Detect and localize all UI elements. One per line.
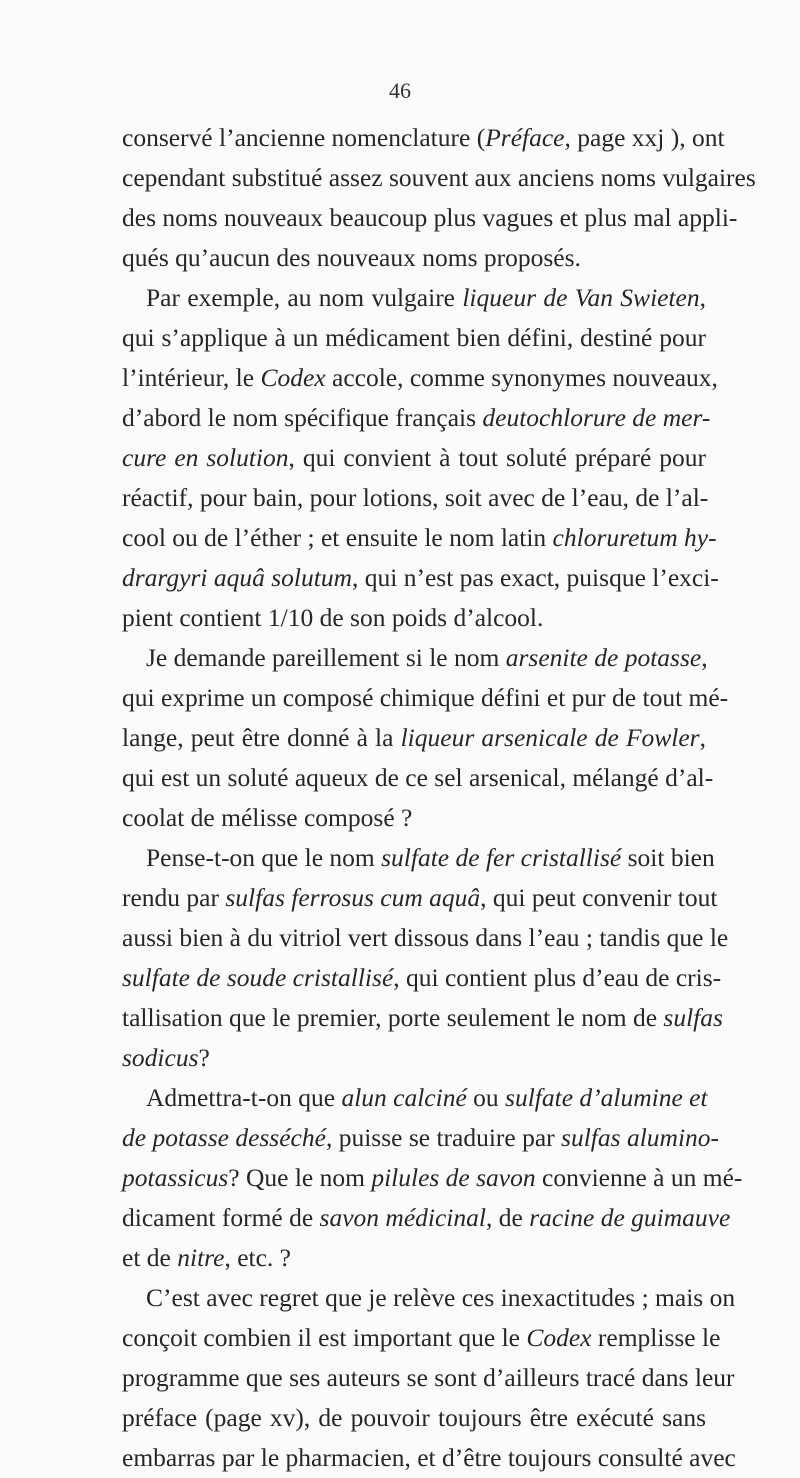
text-segment: , qui contient plus d’eau de cris- (393, 963, 722, 992)
italic-term: liqueur de Van Swieten (462, 283, 700, 312)
text-segment: qués qu’aucun des nouveaux noms proposés. (122, 243, 581, 272)
text-line (122, 158, 756, 198)
text-segment: tallisation que le premier, porte seulement le nom de (122, 1003, 664, 1032)
text-line (146, 278, 706, 318)
italic-term: pilules de savon (371, 1163, 536, 1192)
italic-term: arsenite de potasse (505, 643, 702, 672)
text-line (122, 1198, 731, 1238)
italic-term: de potasse desséché (122, 1123, 326, 1152)
text-segment: convienne à un mé- (535, 1163, 743, 1192)
italic-term: drargyri aquâ solutum (122, 563, 352, 592)
italic-term: sodicus (122, 1043, 199, 1072)
text-line (122, 718, 706, 758)
text-segment: pient contient 1/10 de son poids d’alcool. (122, 603, 544, 632)
text-segment: l’intérieur, le (122, 363, 261, 392)
text-segment: , de (485, 1203, 530, 1232)
text-segment: qui est un soluté aqueux de ce sel arsenical, mélangé d’al- (122, 763, 714, 792)
text-segment: conservé l’ancienne nomenclature ( (122, 123, 486, 152)
text-line (122, 558, 719, 598)
text-line (122, 478, 709, 518)
page-number: 46 (389, 78, 411, 103)
text-line (122, 1318, 721, 1358)
text-line (122, 678, 729, 718)
italic-term: sulfate de soude cristallisé (122, 963, 394, 992)
text-segment: C’est avec regret que je relève ces inexactitudes ; mais on (146, 1283, 736, 1312)
text-line (122, 518, 717, 558)
text-line (122, 198, 738, 238)
text-segment: , puisse se traduire par (325, 1123, 562, 1152)
text-line (122, 1118, 720, 1158)
italic-term: Codex (526, 1323, 592, 1352)
text-segment: conçoit combien il est important que le (122, 1323, 527, 1352)
italic-term: cure en solution (122, 443, 289, 472)
italic-term: sulfas alumino- (561, 1123, 720, 1152)
italic-term: deutochlorure de mer- (482, 403, 711, 432)
text-segment: programme que ses auteurs se sont d’ailleurs tracé dans leur (122, 1363, 735, 1392)
italic-term: savon médicinal (319, 1203, 486, 1232)
text-segment: ? Que le nom (228, 1163, 372, 1192)
text-segment: , page xxj ), ont (564, 123, 725, 152)
text-line (122, 798, 706, 838)
text-line (146, 1278, 736, 1318)
text-line (122, 358, 718, 398)
text-segment: rendu par (122, 883, 226, 912)
text-line (122, 438, 706, 478)
text-line (122, 758, 714, 798)
italic-term: sulfate de fer cristallisé (381, 843, 622, 872)
italic-term: liqueur arsenicale de Fowler (400, 723, 700, 752)
text-segment: dicament formé de (122, 1203, 320, 1232)
italic-term: racine de guimauve (529, 1203, 731, 1232)
text-segment: , etc. ? (224, 1243, 291, 1272)
text-segment: Pense-t-on que le nom (146, 843, 382, 872)
text-segment: cool ou de l’éther ; et ensuite le nom latin (122, 523, 553, 552)
text-line (122, 398, 711, 438)
text-line (122, 1398, 706, 1438)
text-line (122, 1158, 743, 1198)
text-segment: ou (466, 1083, 506, 1112)
text-segment: aussi bien à du vitriol vert dissous dans l’eau ; tandis que le (122, 923, 729, 952)
text-segment: des noms nouveaux beaucoup plus vagues et plus mal appli- (122, 203, 738, 232)
italic-term: nitre (177, 1243, 225, 1272)
italic-term: Codex (260, 363, 326, 392)
text-line (122, 118, 725, 158)
text-segment: remplisse le (591, 1323, 721, 1352)
text-segment: , qui n’est pas exact, puisque l’exci- (352, 563, 719, 592)
text-line (122, 918, 729, 958)
text-segment: ? (198, 1043, 210, 1072)
italic-term: chloruretum hy- (552, 523, 717, 552)
italic-term: sulfate d’alumine et (505, 1083, 708, 1112)
text-segment: qui s’applique à un médicament bien défini, destiné pour (122, 323, 706, 352)
text-line (122, 1238, 706, 1278)
italic-term: potassicus (122, 1163, 229, 1192)
text-segment: lange, peut être donné à la (122, 723, 401, 752)
text-segment: Admettra-t-on que (146, 1083, 342, 1112)
text-line (122, 958, 722, 998)
text-segment: , qui peut convenir tout (480, 883, 718, 912)
text-line (146, 838, 715, 878)
text-segment: , qui convient à tout soluté préparé pour (288, 443, 707, 472)
text-line (122, 598, 706, 638)
text-line (122, 1438, 736, 1478)
text-segment: Par exemple, au nom vulgaire (146, 283, 463, 312)
text-segment: préface (page xv), de pouvoir toujours être exécuté sans (122, 1403, 706, 1432)
text-line (146, 1078, 706, 1118)
italic-term: sulfas (663, 1003, 723, 1032)
text-line (146, 638, 706, 678)
text-segment: soit bien (621, 843, 715, 872)
text-line (122, 998, 723, 1038)
text-line (122, 878, 718, 918)
text-segment: accole, comme synonymes nouveaux, (325, 363, 718, 392)
text-line (122, 1038, 706, 1078)
text-segment: embarras par le pharmacien, et d’être toujours consulté avec (122, 1443, 736, 1472)
text-segment: et de (122, 1243, 178, 1272)
text-segment: coolat de mélisse composé ? (122, 803, 413, 832)
text-segment: réactif, pour bain, pour lotions, soit avec de l’eau, de l’al- (122, 483, 709, 512)
text-segment: d’abord le nom spécifique français (122, 403, 483, 432)
text-line (122, 318, 706, 358)
text-segment: qui exprime un composé chimique défini et pur de tout mé- (122, 683, 729, 712)
text-segment: , (699, 723, 706, 752)
text-segment: , (699, 283, 706, 312)
italic-term: Préface (485, 123, 565, 152)
text-line (122, 1358, 735, 1398)
text-line (122, 238, 706, 278)
text-segment: Je demande pareillement si le nom (146, 643, 506, 672)
text-segment: cependant substitué assez souvent aux anciens noms vulgaires (122, 163, 756, 192)
text-segment: , (701, 643, 708, 672)
italic-term: sulfas ferrosus cum aquâ (225, 883, 481, 912)
italic-term: alun calciné (341, 1083, 467, 1112)
